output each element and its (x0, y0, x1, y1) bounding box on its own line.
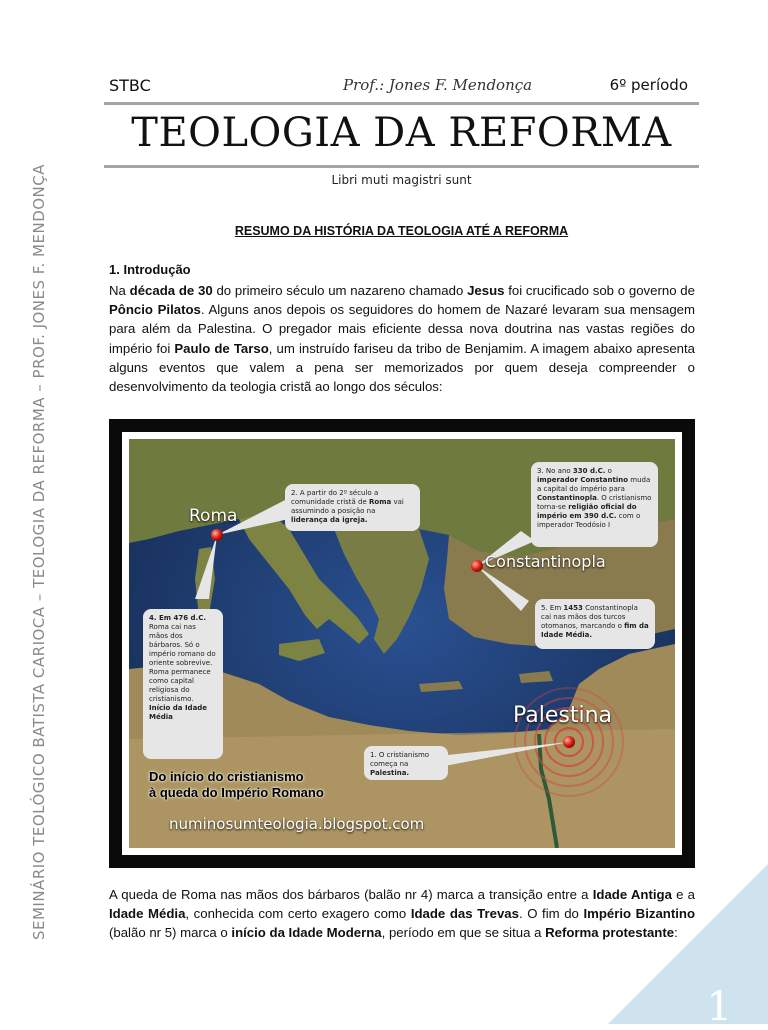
side-running-title: SEMINÁRIO TEOLÓGICO BATISTA CARIOCA – TEOLOGIA DA REFORMA – PROF. JONES F. MENDONÇA (30, 163, 48, 941)
map-watermark: numinosumteologia.blogspot.com (169, 815, 425, 833)
bold-run: Império Bizantino (583, 906, 696, 922)
text-run: do primeiro século um nazareno chamado (212, 283, 468, 298)
text-run: Na (109, 283, 130, 298)
bold-run: Idade Antiga (592, 887, 672, 902)
map-label-roma: Roma (189, 506, 238, 526)
text-run: 5. Em (541, 604, 564, 612)
bold-run: Início da Idade Média (149, 704, 208, 721)
callout-3 (531, 462, 658, 547)
text-run: , conhecida com certo exagero como (185, 906, 411, 922)
text-run: e a (671, 887, 695, 902)
intro-heading: 1. Introdução (109, 262, 191, 277)
map-figure (109, 419, 695, 868)
callout-2 (285, 484, 420, 531)
text-run: , um instruído fariseu da tribo de Benjamim. A imagem abaixo apresenta alguns eventos que valem a pena ser memorizados por quem deseja compreender o desenvolvimento da teologia cristã ao longo dos séculos: (109, 340, 695, 395)
bold-run: 1453 (563, 604, 583, 612)
text-run: o (605, 467, 612, 475)
bold-run: Paulo de Tarso (174, 340, 269, 356)
bold-run: religião oficial do império em 390 d.C. (537, 503, 637, 520)
callout-4 (143, 609, 223, 759)
bold-run: início da Idade Moderna (231, 925, 382, 941)
bold-run: 330 d.C. (572, 467, 606, 475)
text-run: . O cristianismo torna-se (537, 494, 652, 511)
bold-run: Reforma protestante (545, 925, 675, 941)
bold-run: década de 30 (129, 283, 213, 298)
bold-run: Idade Média (109, 906, 186, 922)
text-run: 1. O cristianismo começa na (370, 751, 430, 768)
text-run: Roma cai nas mãos dos bárbaros. Só o império romano do oriente sobrevive. Roma permanece como capital religiosa do cristianismo. (149, 623, 216, 703)
text-run: muda a capital do império para (537, 476, 651, 493)
bold-run: Roma (369, 498, 392, 506)
map-caption (149, 769, 324, 801)
header-rule-bottom (104, 165, 699, 168)
bold-run: Constantinopla (537, 494, 597, 502)
bold-run: 4. Em 476 d.C. (149, 614, 206, 622)
text-run: 2. A partir do 2º século a comunidade cristã de (291, 489, 379, 506)
text-run: A queda de Roma nas mãos dos bárbaros (balão nr 4) marca a transição entre a (109, 887, 593, 902)
bold-run: Idade das Trevas (410, 906, 519, 922)
callout-5 (535, 599, 655, 649)
bold-run: Pôncio Pilatos (109, 302, 201, 318)
header-period: 6º período (609, 76, 688, 94)
page-title: TEOLOGIA DA REFORMA (131, 110, 672, 156)
text-run: vai assumindo a posição na (291, 498, 404, 515)
bold-run: liderança da igreja. (291, 516, 368, 524)
text-run: (balão nr 5) marca o (109, 925, 232, 941)
text-run: , período em que se situa a (381, 925, 546, 941)
bold-run: imperador Constantino (537, 476, 629, 484)
text-run: 3. No ano (537, 467, 573, 475)
text-run: . Alguns anos depois os seguidores do homem de Nazaré levaram sua mensagem para além da Palestina. O pregador mais eficiente dessa nova doutrina nas vastas regiões do império foi (109, 302, 695, 356)
page-number: 1 (706, 984, 732, 1030)
corner-decoration (608, 864, 768, 1024)
map-image (129, 439, 675, 848)
map-caption-line1: Do início do cristianismo (149, 769, 304, 784)
text-run: : (674, 925, 678, 941)
text-run: Constantinopla cai nas mãos dos turcos otomanos, marcando o (541, 604, 638, 630)
text-run: . O fim do (518, 906, 584, 922)
header-rule-top (104, 102, 699, 105)
map-label-constantinopla: Constantinopla (485, 552, 606, 571)
bold-run: Palestina. (370, 769, 410, 777)
header-professor: Prof.: Jones F. Mendonça (343, 76, 533, 94)
section-title: RESUMO DA HISTÓRIA DA TEOLOGIA ATÉ A REFORMA (234, 224, 569, 238)
map-caption-line2: à queda do Império Romano (149, 785, 324, 800)
callout-1 (364, 746, 448, 780)
header-school: STBC (109, 76, 151, 95)
bold-run: Jesus (467, 283, 505, 298)
bold-run: fim da Idade Média. (541, 622, 649, 639)
text-run: com o imperador Teodósio I (537, 512, 641, 529)
intro-paragraph (109, 281, 695, 396)
motto: Libri muti magistri sunt (331, 173, 472, 187)
text-run: foi crucificado sob o governo de (504, 283, 695, 298)
map-label-palestina: Palestina (513, 703, 613, 728)
